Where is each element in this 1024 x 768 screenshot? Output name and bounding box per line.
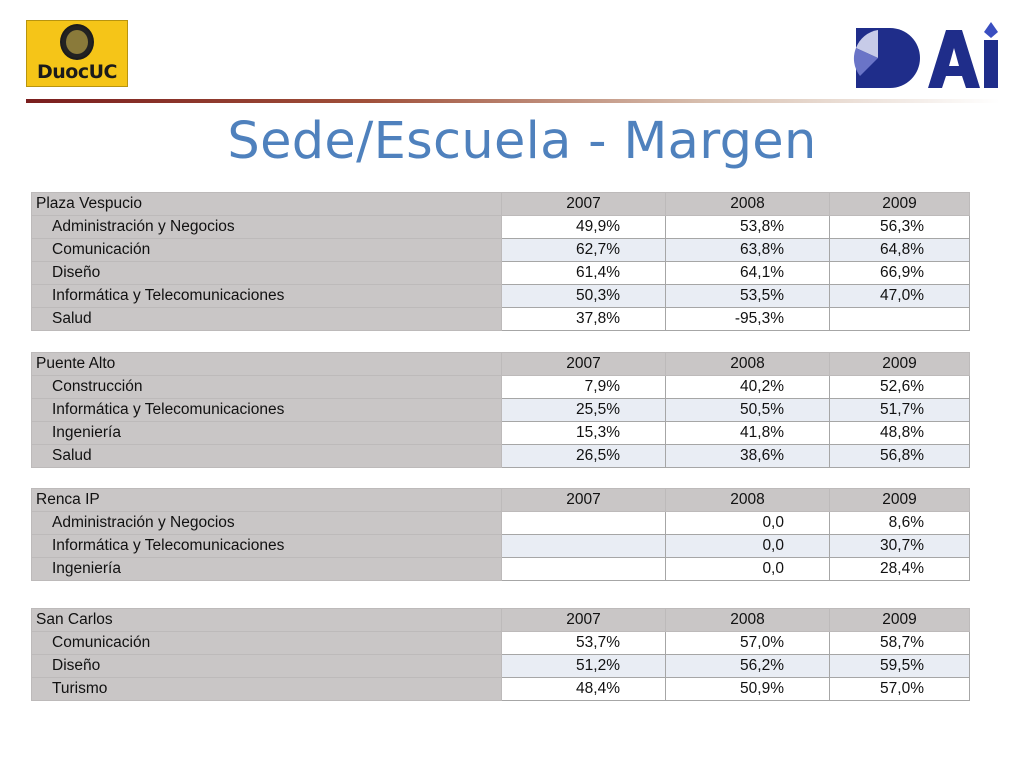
campus-name: Puente Alto [32,353,502,376]
school-name: Administración y Negocios [32,216,502,239]
campus-name: Renca IP [32,489,502,512]
margin-value: 26,5% [502,445,666,468]
school-name: Informática y Telecomunicaciones [32,535,502,558]
year-header: 2007 [502,353,666,376]
margin-value: 56,2% [666,655,830,678]
margin-value: 41,8% [666,422,830,445]
table-row [32,535,970,558]
margin-value: 53,8% [666,216,830,239]
margin-value: 53,5% [666,285,830,308]
duoc-uc-logo [26,20,128,87]
year-header: 2008 [666,489,830,512]
year-header: 2009 [830,489,970,512]
table-row [32,308,970,331]
table-row [32,399,970,422]
margin-value: 8,6% [830,512,970,535]
margin-value: 53,7% [502,632,666,655]
table-renca-ip [31,488,970,581]
margin-value: 49,9% [502,216,666,239]
margin-value: 51,7% [830,399,970,422]
table-row [32,216,970,239]
school-name: Administración y Negocios [32,512,502,535]
margin-value: 0,0 [666,512,830,535]
school-name: Salud [32,445,502,468]
margin-value: 50,9% [666,678,830,701]
table-row [32,239,970,262]
table-row [32,285,970,308]
table-row [32,422,970,445]
header-divider [26,99,1000,103]
margin-value: 64,8% [830,239,970,262]
margin-value: 47,0% [830,285,970,308]
table-row [32,262,970,285]
crest-icon [60,24,94,60]
dai-logo-icon [850,18,1006,96]
margin-value: 52,6% [830,376,970,399]
table-san-carlos [31,608,970,701]
year-header: 2008 [666,353,830,376]
margin-value: 57,0% [666,632,830,655]
logo-wordmark: DuocUC [37,61,117,83]
margin-value: 56,8% [830,445,970,468]
margin-value: 59,5% [830,655,970,678]
campus-name: Plaza Vespucio [32,193,502,216]
table-row [32,678,970,701]
margin-value: -95,3% [666,308,830,331]
table-row [32,655,970,678]
margin-value: 50,3% [502,285,666,308]
table-row [32,512,970,535]
school-name: Comunicación [32,239,502,262]
year-header: 2009 [830,609,970,632]
school-name: Comunicación [32,632,502,655]
school-name: Turismo [32,678,502,701]
margin-value [502,535,666,558]
table-puente-alto [31,352,970,468]
table-row [32,445,970,468]
year-header: 2008 [666,193,830,216]
margin-value: 51,2% [502,655,666,678]
table-row [32,632,970,655]
margin-value: 0,0 [666,558,830,581]
margin-value: 61,4% [502,262,666,285]
school-name: Ingeniería [32,422,502,445]
margin-value: 15,3% [502,422,666,445]
margin-value: 38,6% [666,445,830,468]
margin-value: 37,8% [502,308,666,331]
margin-value: 28,4% [830,558,970,581]
table-row [32,376,970,399]
margin-value: 48,8% [830,422,970,445]
table-header-row [32,353,970,376]
margin-value: 56,3% [830,216,970,239]
school-name: Informática y Telecomunicaciones [32,399,502,422]
year-header: 2009 [830,353,970,376]
margin-value: 0,0 [666,535,830,558]
margin-value: 50,5% [666,399,830,422]
year-header: 2009 [830,193,970,216]
margin-value: 62,7% [502,239,666,262]
margin-value: 66,9% [830,262,970,285]
year-header: 2007 [502,609,666,632]
table-header-row [32,609,970,632]
table-header-row [32,193,970,216]
year-header: 2007 [502,489,666,512]
page-title: Sede/Escuela - Margen [227,112,817,171]
margin-value: 48,4% [502,678,666,701]
margin-value [502,512,666,535]
campus-name: San Carlos [32,609,502,632]
table-header-row [32,489,970,512]
margin-value: 25,5% [502,399,666,422]
table-plaza-vespucio [31,192,970,331]
margin-value [502,558,666,581]
school-name: Ingeniería [32,558,502,581]
school-name: Diseño [32,262,502,285]
school-name: Construcción [32,376,502,399]
margin-value [830,308,970,331]
margin-value: 64,1% [666,262,830,285]
margin-value: 7,9% [502,376,666,399]
school-name: Diseño [32,655,502,678]
margin-value: 40,2% [666,376,830,399]
margin-value: 58,7% [830,632,970,655]
margin-value: 63,8% [666,239,830,262]
school-name: Salud [32,308,502,331]
table-row [32,558,970,581]
margin-value: 30,7% [830,535,970,558]
school-name: Informática y Telecomunicaciones [32,285,502,308]
year-header: 2007 [502,193,666,216]
margin-value: 57,0% [830,678,970,701]
year-header: 2008 [666,609,830,632]
